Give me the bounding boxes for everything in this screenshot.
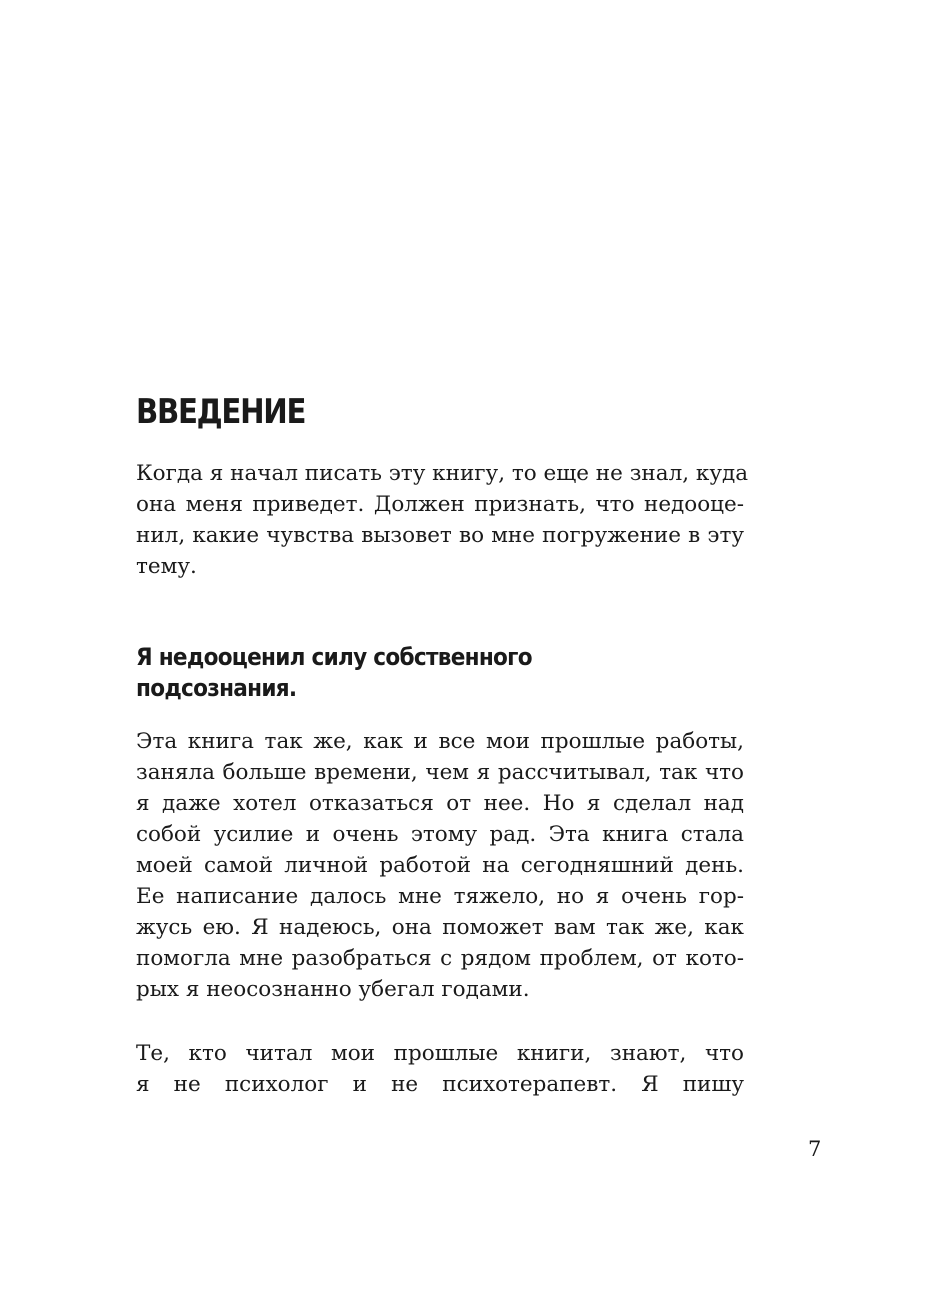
- body-paragraph: [136, 1038, 744, 1100]
- text-line: я даже хотел отказаться от нее. Но я сделал над: [136, 791, 744, 816]
- text-line: моей самой личной работой на сегодняшний день.: [136, 853, 744, 878]
- text-line: рых я неосознанно убегал годами.: [136, 977, 530, 1002]
- body-paragraph: [136, 726, 744, 1005]
- chapter-title: ВВЕДЕНИЕ: [136, 392, 306, 432]
- text-line: Те, кто читал мои прошлые книги, знают, что: [136, 1041, 744, 1066]
- subheading-line: подсознания.: [136, 674, 297, 702]
- text-line: Когда я начал писать эту книгу, то еще не знал, куда: [136, 461, 749, 486]
- subheading-line: Я недооценил силу собственного: [136, 643, 532, 671]
- text-line: жусь ею. Я надеюсь, она поможет вам так же, как: [136, 915, 744, 940]
- text-line: Ее написание далось мне тяжело, но я очень гор-: [136, 884, 744, 909]
- text-line: тему.: [136, 554, 197, 579]
- section-subheading: [136, 642, 532, 704]
- text-line: собой усилие и очень этому рад. Эта книга стала: [136, 822, 744, 847]
- text-line: я не психолог и не психотерапевт. Я пишу: [136, 1072, 744, 1097]
- intro-paragraph: [136, 458, 749, 582]
- text-line: она меня приведет. Должен признать, что недооце-: [136, 492, 744, 517]
- text-line: помогла мне разобраться с рядом проблем, от кото-: [136, 946, 744, 971]
- page-number: 7: [808, 1137, 822, 1161]
- text-line: Эта книга так же, как и все мои прошлые работы,: [136, 729, 744, 754]
- text-line: заняла больше времени, чем я рассчитывал, так что: [136, 760, 744, 785]
- text-line: нил, какие чувства вызовет во мне погружение в эту: [136, 523, 744, 548]
